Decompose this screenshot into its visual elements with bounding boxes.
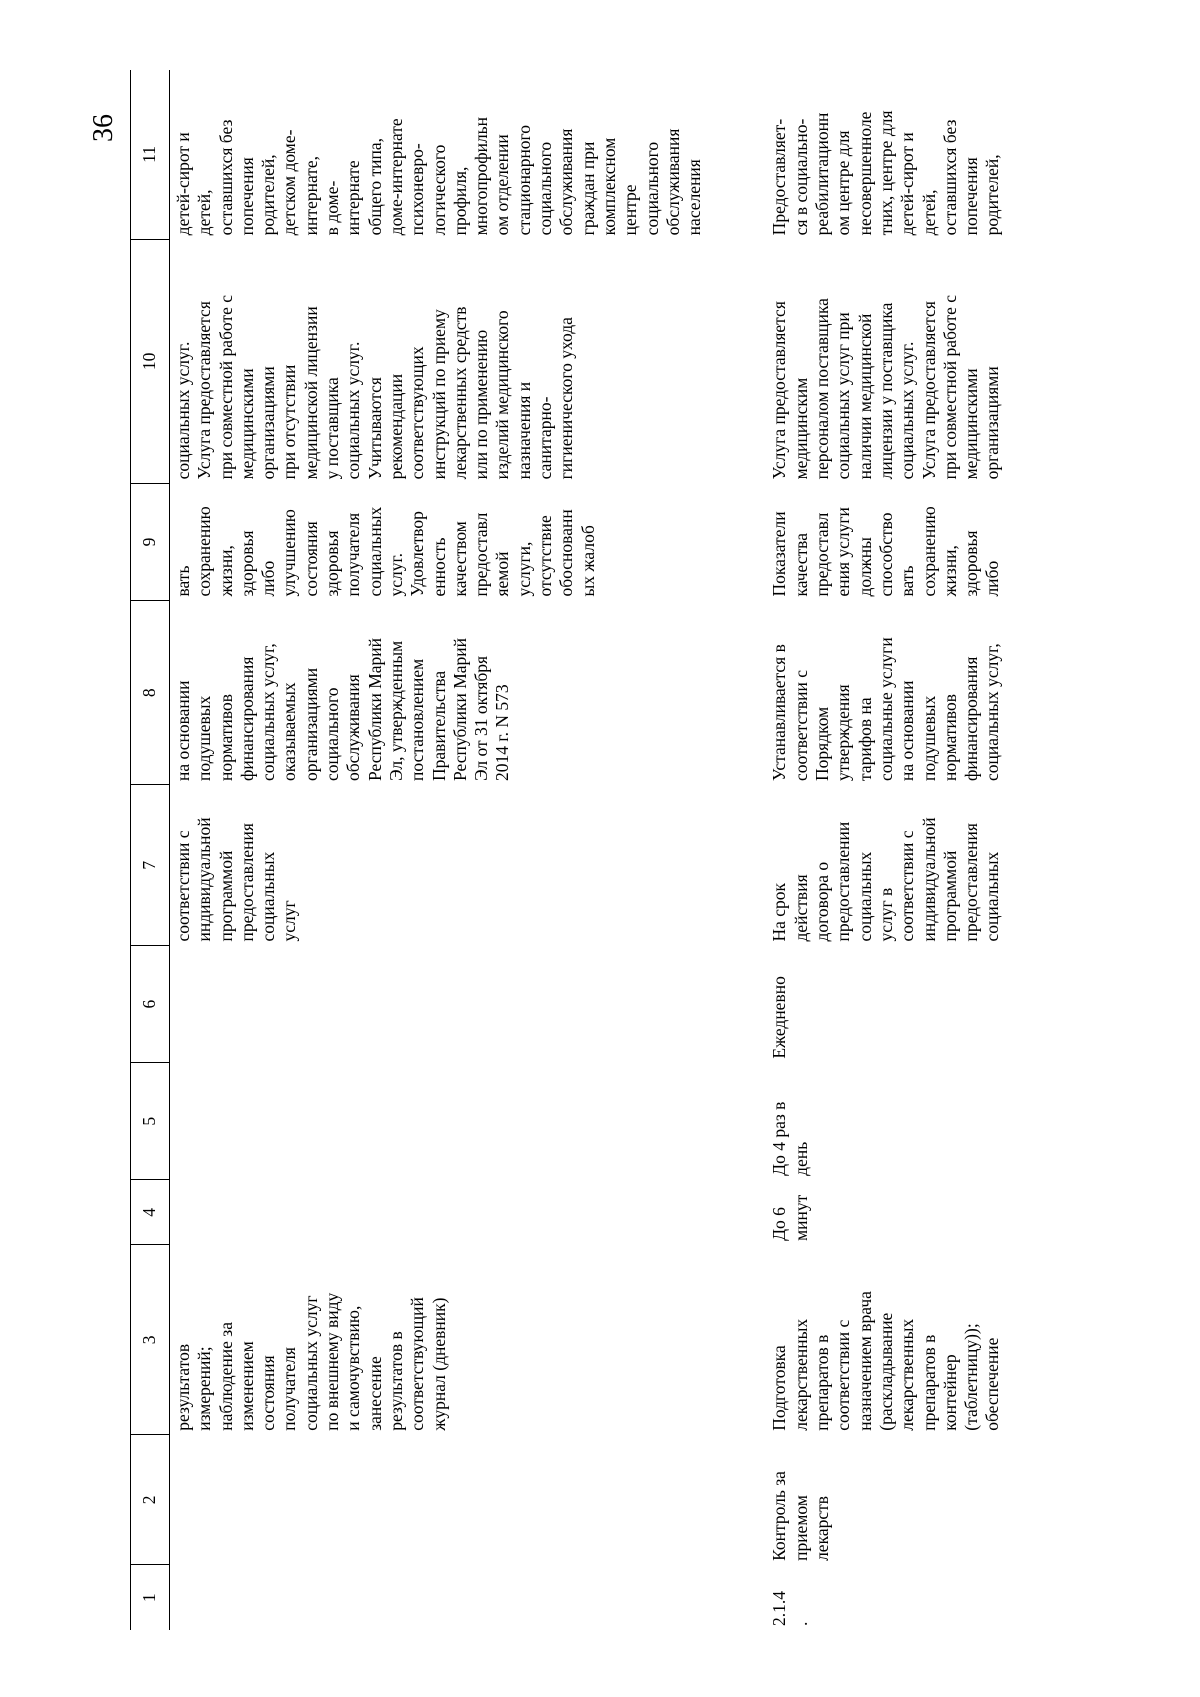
table-cell: на основании подушевых нормативов финансирования социальных услуг, оказываемых организациями социального обслуживания Республики Марий Эл, утвержденным постановлением Правительства Республики Марий Эл от 31 октября 2014 г. N 573 — [173, 637, 513, 781]
table-cell — [170, 1180, 709, 1245]
table-cell: До 4 раз в день — [769, 1101, 811, 1176]
services-table — [130, 70, 1007, 1630]
table-cell — [170, 1063, 709, 1180]
table-cell — [170, 1565, 709, 1630]
column-header: 10 — [131, 239, 170, 483]
table-cell: соответствии с индивидуальной программой предоставления социальных услуг — [173, 817, 300, 942]
column-header: 3 — [131, 1245, 170, 1435]
column-header: 11 — [131, 70, 170, 239]
table-cell: Устанавливается в соответствии с Порядком утверждения тарифов на социальные услуги на основании подушевых нормативов финансирования социальных услуг, — [769, 637, 1003, 781]
column-header: 7 — [131, 785, 170, 946]
column-header: 2 — [131, 1435, 170, 1565]
table-header-row — [131, 70, 170, 1630]
table-row — [170, 70, 709, 1630]
table-cell: На срок действия договора о предоставлении социальных услуг в соответствии с индивидуальной программой предоставления социальных — [769, 817, 1003, 942]
column-header: 4 — [131, 1180, 170, 1245]
column-header: 9 — [131, 483, 170, 600]
column-header: 6 — [131, 946, 170, 1063]
service-name: Контроль за приемом лекарств — [769, 1471, 833, 1561]
page-number: 36 — [88, 114, 119, 142]
table-row — [766, 70, 1006, 1630]
table-cell — [170, 1435, 709, 1565]
table-cell — [170, 946, 709, 1063]
table-cell: результатов измерений; наблюдение за изменением состояния получателя социальных услуг по внешнему виду и самочувствию, занесение результатов в соответствующий журнал (дневник) — [173, 1292, 449, 1431]
rotated-page-content — [130, 70, 1130, 1630]
column-header: 8 — [131, 601, 170, 785]
table-cell: вать сохранению жизни, здоровья либо улучшению состояния здоровья получателя социальных услуг. Удовлетвор енность качеством предоставл яемой услуги, отсутствие обоснованн ых жалоб — [173, 506, 598, 597]
table-cell: Ежедневно — [769, 976, 790, 1059]
table-cell: социальных услуг. Услуга предоставляется при совместной работе с медицинскими организациями при отсутствии медицинской лицензии у поставщика социальных услуг. Учитываются рекомендации соответствующих инструкций по приему лекарственных средств или по применению изделий медицинского назначения и санитарно- гигиенического ухода — [173, 295, 577, 480]
table-cell: До 6 минут — [769, 1194, 811, 1241]
table-cell: детей-сирот и детей, оставшихся без попечения родителей, детском доме- интернате, в доме- интернате общего типа, доме-интернате психоневро- логического профиля, многопрофильн ом отделении стационарного социального обслуживания граждан при комплексном центре социального обслуживания населения — [173, 116, 705, 236]
table-cell: Подготовка лекарственных препаратов в соответствии с назначением врача (раскладывание лекарственных препаратов в контейнер (таблетницу)); обеспечение — [769, 1291, 1003, 1431]
column-header: 5 — [131, 1063, 170, 1180]
row-spacer — [708, 70, 766, 1630]
row-number: 2.1.4 . — [769, 1591, 811, 1626]
table-cell: Показатели качества предоставл ения услуги должны способство вать сохранению жизни, здоровья либо — [769, 506, 1003, 597]
table-cell: Предоставляет- ся в социально- реабилитационн ом центре для несовершенноле тних, центре для детей-сирот и детей, оставшихся без попечения родителей, — [769, 110, 1003, 236]
column-header: 1 — [131, 1565, 170, 1630]
table-cell: Услуга предоставляется медицинским персоналом поставщика социальных услуг при наличии медицинской лицензии у поставщика социальных услуг. Услуга предоставляется при совместной работе с медицинскими организациями — [769, 295, 1003, 480]
